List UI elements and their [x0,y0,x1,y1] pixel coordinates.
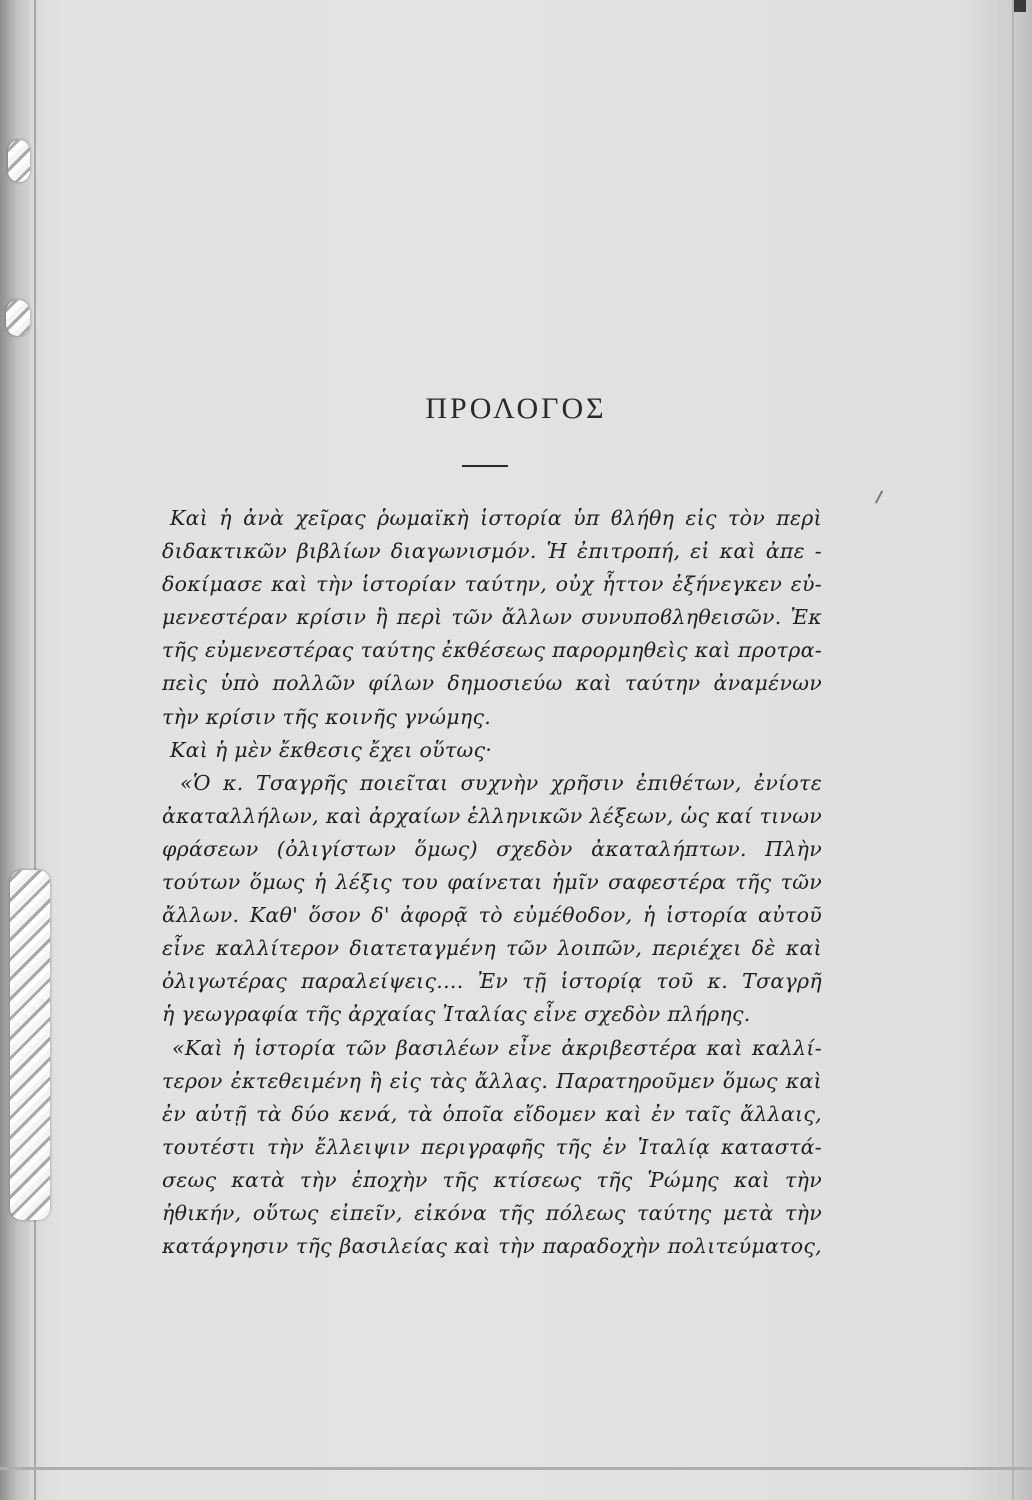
text-line: πεὶς ὑπὸ πολλῶν φίλων δημοσιεύω καὶ ταύτην ἀναμένων [162,671,822,696]
text-line: ἀκαταλλήλων, καὶ ἀρχαίων ἑλληνικῶν λέξεων, ὡς καί τινων [162,803,822,828]
stray-mark [875,490,883,503]
scan-corner-mark [1014,0,1026,12]
text-line: εἶνε καλλίτερον διατεταγμένη τῶν λοιπῶν, περιέχει δὲ καὶ [162,936,822,961]
text-line: σεως κατὰ τὴν ἐποχὴν τῆς κτίσεως τῆς Ῥώμης καὶ τὴν [162,1167,822,1192]
text-line: φράσεων (ὀλιγίστων ὅμως) σχεδὸν ἀκαταλήπτων. Πλὴν [162,836,822,861]
text-line: ἐν αὐτῇ τὰ δύο κενά, τὰ ὁποῖα εἴδομεν καὶ ἐν ταῖς ἄλλαις, [162,1101,822,1126]
body-text [162,502,822,1263]
spine-fold-line [34,0,36,1500]
text-line: κατάργησιν τῆς βασιλείας καὶ τὴν παραδοχὴν πολιτεύματος, [162,1234,822,1259]
binding-thread-middle [6,300,30,336]
text-line: Καὶ ἡ μὲν ἔκθεσις ἔχει οὕτως· [170,737,493,762]
binding-cord [10,870,50,1220]
text-line: δοκίμασε καὶ τὴν ἱστορίαν ταύτην, οὐχ ἧττον ἐξήνεγκεν εὐ- [162,572,822,597]
binding-thread-top [8,140,30,182]
text-line: τὴν κρίσιν τῆς κοινῆς γνώμης. [162,704,492,729]
text-line: τερον ἐκτεθειμένη ἢ εἰς τὰς ἄλλας. Παρατηροῦμεν ὅμως καὶ [162,1068,822,1093]
title-rule [462,465,508,467]
text-line: τουτέστι τὴν ἔλλειψιν περιγραφῆς τῆς ἐν Ἰταλίᾳ καταστά- [162,1134,822,1159]
page-bottom-edge [0,1467,1032,1470]
text-line: μενεστέραν κρίσιν ἢ περὶ τῶν ἄλλων συνυποϐληθεισῶν. Ἐκ [162,605,822,630]
text-line: «Καὶ ἡ ἱστορία τῶν βασιλέων εἶνε ἀκριβεστέρα καὶ καλλί- [172,1035,822,1060]
text-line: «Ὁ κ. Τσαγρῆς ποιεῖται συχνὴν χρῆσιν ἐπιθέτων, ἐνίοτε [180,770,822,795]
text-line: τούτων ὅμως ἡ λέξις του φαίνεται ἡμῖν σαφεστέρα τῆς τῶν [162,870,822,895]
text-line: ἠθικήν, οὕτως εἰπεῖν, εἰκόνα τῆς πόλεως ταύτης μετὰ τὴν [162,1200,822,1225]
text-line: τῆς εὐμενεστέρας ταύτης ἐκθέσεως παρορμηθεὶς καὶ προτρα- [162,638,822,663]
text-line: Καὶ ἡ ἀνὰ χεῖρας ῥωμαϊκὴ ἱστορία ὑπ ϐλήθη εἰς τὸν περὶ [170,506,822,530]
page-title: ΠΡΟΛΟΓΟΣ [425,392,607,425]
text-line: ὀλιγωτέρας παραλείψεις.... Ἐν τῇ ἱστορίᾳ τοῦ κ. Τσαγρῆ [162,969,822,994]
text-line: ἡ γεωγραφία τῆς ἀρχαίας Ἰταλίας εἶνε σχεδὸν πλήρης. [162,1002,751,1027]
text-line: ἄλλων. Καθ' ὅσον δ' ἀφορᾷ τὸ εὐμέθοδον, ἡ ἱστορία αὐτοῦ [162,903,822,928]
text-line: διδακτικῶν βιβλίων διαγωνισμόν. Ἡ ἐπιτροπή, εἰ καὶ ἀπε - [162,539,822,564]
book-spine [0,0,30,1500]
page-right-edge [1012,0,1014,1500]
